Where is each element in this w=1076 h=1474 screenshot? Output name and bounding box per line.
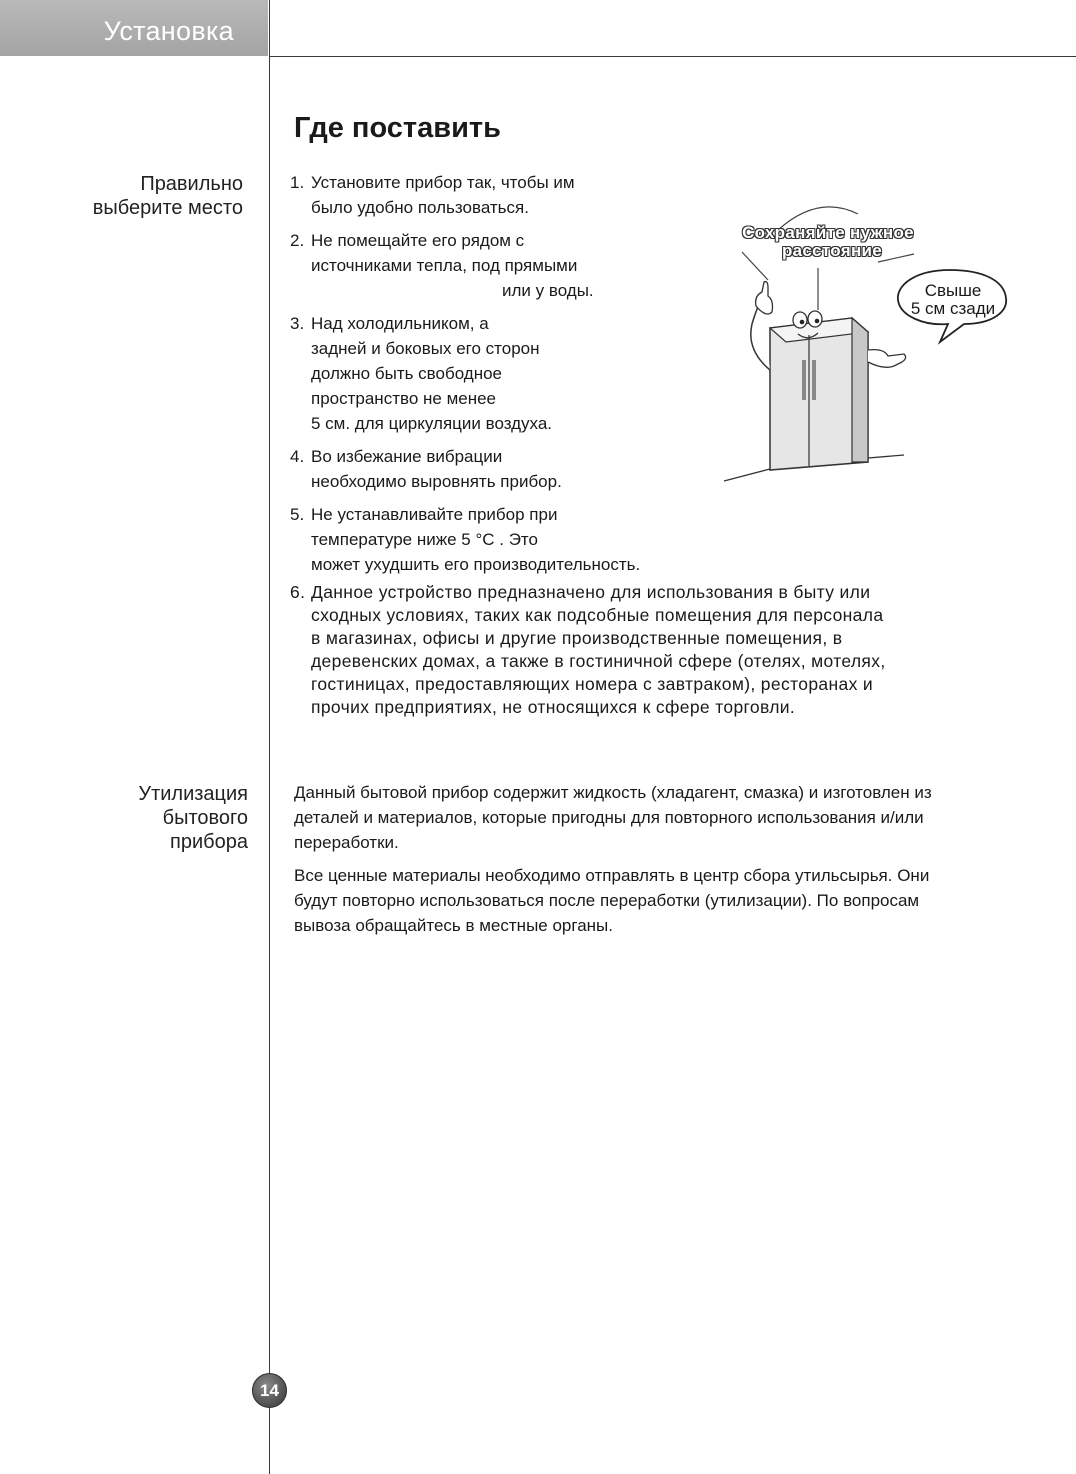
item-line: должно быть свободное — [311, 364, 503, 383]
item-line: задней и боковых его сторон — [311, 339, 540, 358]
item-line: Не устанавливайте прибор при — [311, 505, 558, 524]
speech-bubble-line: Свыше — [924, 281, 982, 300]
item-number: 3. — [290, 314, 305, 333]
sidebar-label-line: выберите место — [92, 197, 243, 219]
item-line: необходимо выровнять прибор. — [311, 472, 562, 491]
sidebar-label-disposal — [138, 782, 248, 854]
item-number: 4. — [290, 447, 305, 466]
item-line: источниками тепла, под прямыми — [311, 256, 578, 275]
item-line: Установите прибор так, чтобы им — [311, 173, 575, 192]
speech-bubble-text — [898, 282, 1008, 318]
item-number: 5. — [290, 505, 305, 524]
paragraph-line: будут повторно использоваться после переработки (утилизации). По вопросам — [294, 891, 920, 910]
item-line: может ухудшить его производительность. — [311, 555, 641, 574]
sidebar-label-line: Утилизация — [138, 783, 248, 805]
item-line: прочих предприятиях, не относящихся к сфере торговли. — [311, 697, 796, 717]
section-tab — [0, 0, 268, 56]
paragraph — [294, 780, 994, 855]
paragraph-line: Все ценные материалы необходимо отправлять в центр сбора утильсырья. Они — [294, 866, 930, 885]
item-number: 6. — [290, 582, 306, 602]
item-line: или у воды. — [502, 281, 594, 300]
sidebar-label-line: прибора — [170, 831, 248, 853]
sidebar-label-line: Правильно — [140, 173, 243, 195]
section-tab-label: Установка — [103, 16, 234, 46]
speech-bubble-line: 5 см сзади — [910, 299, 996, 318]
paragraph — [294, 863, 994, 938]
paragraph-line: вывоза обращайтесь в местные органы. — [294, 916, 613, 935]
item-line: Не помещайте его рядом с — [311, 231, 525, 250]
sidebar-label-line: бытового — [162, 807, 248, 829]
header-rule — [270, 56, 1076, 57]
item-number: 1. — [290, 173, 305, 192]
item-line: Над холодильником, а — [311, 314, 489, 333]
item-line: было удобно пользоваться. — [311, 198, 529, 217]
item-line: деревенских домах, а также в гостиничной сфере (отелях, мотелях, — [311, 651, 886, 671]
page-number-badge: 14 — [252, 1373, 287, 1408]
figure-caption: расстояние — [781, 241, 883, 260]
paragraph-line: переработки. — [294, 833, 399, 852]
item-line: пространство не менее — [311, 389, 497, 408]
margin-rule — [269, 0, 270, 1474]
disposal-text — [294, 780, 994, 946]
paragraph-line: деталей и материалов, которые пригодны для повторного использования и/или — [294, 808, 924, 827]
list-item — [290, 502, 990, 577]
item-line: Во избежание вибрации — [311, 447, 503, 466]
item-line: температуре ниже 5 °C . Это — [311, 530, 538, 549]
paragraph-line: Данный бытовой прибор содержит жидкость (хладагент, смазка) и изготовлен из — [294, 783, 932, 802]
refrigerator-illustration — [718, 200, 1058, 490]
page-title: Где поставить — [294, 112, 501, 144]
item-line: Данное устройство предназначено для использования в быту или — [311, 582, 871, 602]
figure-caption: Сохраняйте нужное — [742, 223, 914, 242]
item-line: в магазинах, офисы и другие производственные помещения, в — [311, 628, 843, 648]
item-line: сходных условиях, таких как подсобные помещения для персонала — [311, 605, 884, 625]
sidebar-label-placement — [93, 172, 243, 220]
list-item — [290, 581, 990, 719]
item-line: 5 см. для циркуляции воздуха. — [311, 414, 553, 433]
item-number: 2. — [290, 231, 305, 250]
item-line: гостиницах, предоставляющих номера с завтраком), ресторанах и — [311, 674, 874, 694]
